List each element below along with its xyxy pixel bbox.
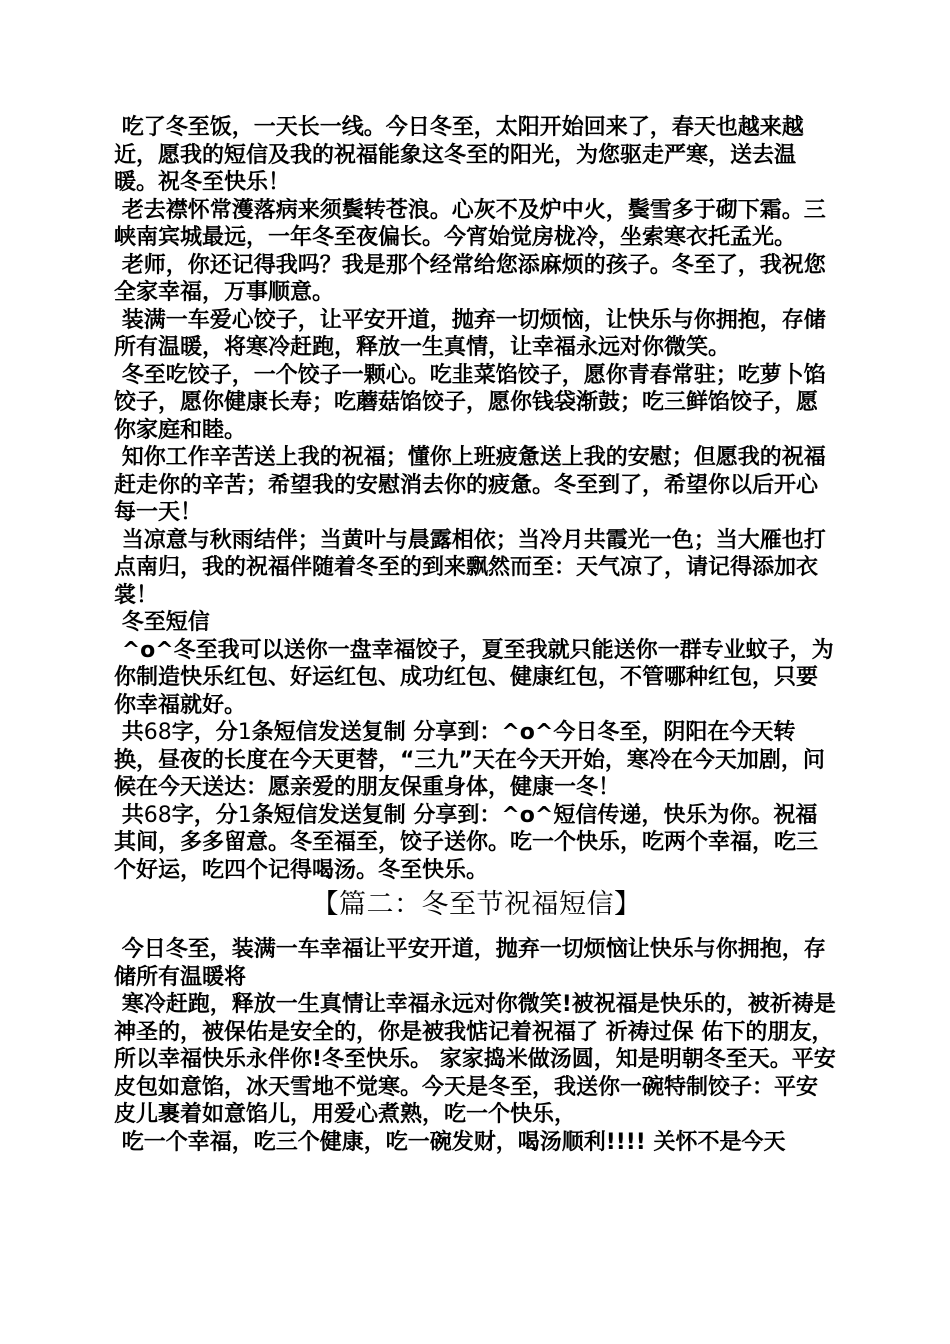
subheading-sms: 冬至短信 — [121, 610, 210, 635]
share-paragraph — [114, 719, 839, 802]
paragraph: 当凉意与秋雨结伴；当黄叶与晨露相依；当冷月共霞光一色；当大雁也打点南归，我的祝福伴随着冬至的到来飘然而至：天气凉了，请记得添加衣裳！ — [114, 527, 826, 608]
document-body — [114, 114, 839, 1156]
share-mid: 字，分 — [171, 802, 238, 828]
section-heading: 【篇二：冬至节祝福短信】 — [311, 889, 642, 920]
paragraph: 老去襟怀常濩落病来须鬓转苍浪。心灰不及炉中火，鬓雪多于砌下霜。三峡南宾城最远，一年冬至夜偏长。今宵始觉房栊冷，坐索寒衣托孟光。 — [114, 197, 826, 250]
paragraph: 今日冬至，装满一车幸福让平安开道，抛弃一切烦恼让快乐与你拥抱，存储所有温暖将 — [114, 937, 826, 990]
spacer — [114, 926, 839, 936]
share-paragraph — [114, 802, 839, 885]
paragraph: 知你工作辛苦送上我的祝福；懂你上班疲惫送上我的安慰；但愿我的祝福赶走你的辛苦；希望我的安慰消去你的疲惫。冬至到了，希望你以后开心每一天！ — [114, 445, 826, 525]
paragraph: 装满一车爱心饺子，让平安开道，抛弃一切烦恼，让快乐与你拥抱，存储所有温暖，将寒冷赶跑，释放一生真情，让幸福永远对你微笑。 — [114, 307, 826, 360]
paragraph: 寒冷赶跑，释放一生真情让幸福永远对你微笑!被祝福是快乐的，被祈祷是神圣的，被保佑是安全的，你是被我惦记着祝福了 祈祷过保 佑下的朋友， 所以幸福快乐永伴你!冬至快乐。 家家捣米做汤圆，知是明朝冬至天。平安皮包如意馅，冰天雪地不觉寒。今天是冬至，我送你一碗特制饺子：平安皮儿裹着如意馅儿，用爱心煮熟，吃一个快乐， — [114, 992, 836, 1127]
paragraph: 吃了冬至饭，一天长一线。今日冬至，太阳开始回来了，春天也越来越近，愿我的短信及我的祝福能象这冬至的阳光，为您驱走严寒，送去温暖。祝冬至快乐！ — [114, 115, 804, 195]
share-mid: 字，分 — [171, 720, 238, 745]
share-text: 条短信发送复制 分享到：^o^今日冬至，阴阳在今天转换，昼夜的长度在今天更替，“三九”天在今天开始，寒冷在今天加剧，问候在今天送达：愿亲爱的朋友保重身体，健康一冬！ — [114, 720, 825, 800]
share-prefix: 共 — [121, 720, 144, 745]
paragraph: ^o^冬至我可以送你一盘幸福饺子，夏至我就只能送你一群专业蚊子，为你制造快乐红包、好运红包、成功红包、健康红包，不管哪种红包，只要你幸福就好。 — [114, 637, 834, 718]
char-count: 68 — [143, 802, 172, 828]
char-count: 68 — [143, 720, 172, 745]
sms-count: 1 — [237, 802, 252, 828]
share-text: 条短信发送复制 分享到：^o^短信传递，快乐为你。祝福其间，多多留意。冬至福至，饺子送你。吃一个快乐，吃两个幸福，吃三个好运，吃四个记得喝汤。冬至快乐。 — [114, 802, 819, 883]
paragraph: 冬至吃饺子，一个饺子一颗心。吃韭菜馅饺子，愿你青春常驻；吃萝卜馅饺子，愿你健康长寿；吃蘑菇馅饺子，愿你钱袋渐鼓；吃三鲜馅饺子，愿你家庭和睦。 — [114, 362, 826, 443]
paragraph: 老师，你还记得我吗？我是那个经常给您添麻烦的孩子。冬至了，我祝您全家幸福，万事顺意。 — [114, 252, 826, 305]
paragraph: 吃一个幸福，吃三个健康，吃一碗发财，喝汤顺利!!!! 关怀不是今天 — [121, 1129, 786, 1155]
share-prefix: 共 — [121, 802, 144, 828]
sms-count: 1 — [237, 720, 252, 745]
